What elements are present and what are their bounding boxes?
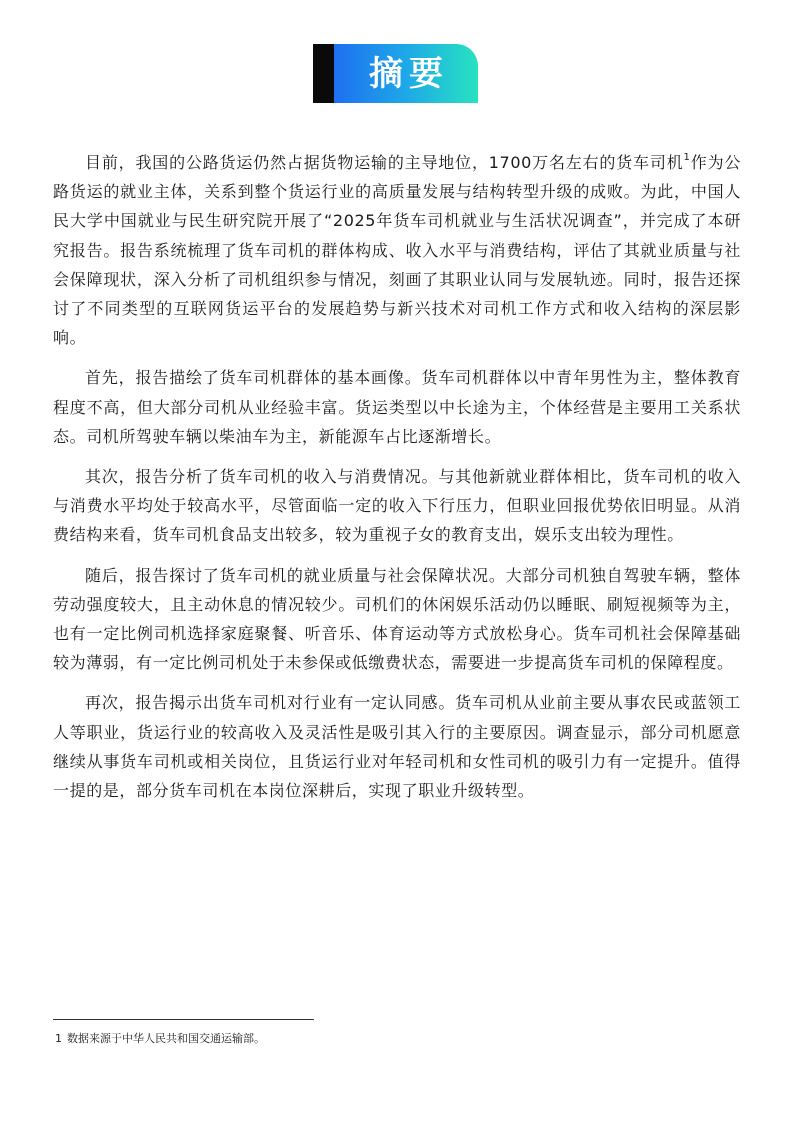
paragraph-4: 随后，报告探讨了货车司机的就业质量与社会保障状况。大部分司机独自驾驶车辆，整体劳动强度较大，且主动休息的情况较少。司机们的休闲娱乐活动仍以睡眠、刷短视频等为主，也有一定比例司机选择家庭聚餐、听音乐、体育运动等方式放松身心。货车司机社会保障基础较为薄弱，有一定比例司机处于未参保或低缴费状态，需要进一步提高货车司机的保障程度。 — [53, 565, 741, 673]
title-accent-bar — [313, 44, 334, 103]
title-gradient-box — [334, 44, 478, 103]
paragraph-1-text: 目前，我国的公路货运仍然占据货物运输的主导地位，1700万名左右的货车司机 — [85, 153, 684, 172]
paragraph-1-text-cont: 作为公路货运的就业主体，关系到整个货运行业的高质量发展与结构转型升级的成败。为此，中国人民大学中国就业与民生研究院开展了“2025年货车司机就业与生活状况调查”，并完成了本研究报告。报告系统梳理了货车司机的群体构成、收入水平与消费结构，评估了其就业质量与社会保障现状，深入分析了司机组织参与情况，刻画了其职业认同与发展轨迹。同时，报告还探讨了不同类型的互联网货运平台的发展趋势与新兴技术对司机工作方式和收入结构的深层影响。 — [53, 153, 741, 348]
section-title-banner — [313, 44, 478, 103]
paragraph-5: 再次，报告揭示出货车司机对行业有一定认同感。货车司机从业前主要从事农民或蓝领工人等职业，货运行业的较高收入及灵活性是吸引其入行的主要原因。调查显示，部分司机愿意继续从事货车司机或相关岗位，且货运行业对年轻司机和女性司机的吸引力有一定提升。值得一提的是，部分货车司机在本岗位深耕后，实现了职业升级转型。 — [53, 693, 741, 801]
footnote-divider — [53, 1019, 314, 1020]
footnote-ref[interactable]: 1 — [683, 152, 691, 163]
page-title: 摘要 — [369, 53, 449, 94]
footnote — [55, 1031, 265, 1047]
abstract-body — [53, 148, 741, 816]
paragraph-3: 其次，报告分析了货车司机的收入与消费情况。与其他新就业群体相比，货车司机的收入与消费水平均处于较高水平，尽管面临一定的收入下行压力，但职业回报优势依旧明显。从消费结构来看，货车司机食品支出较多，较为重视子女的教育支出，娱乐支出较为理性。 — [53, 467, 741, 545]
paragraph-2: 首先，报告描绘了货车司机群体的基本画像。货车司机群体以中青年男性为主，整体教育程度不高，但大部分司机从业经验丰富。货运类型以中长途为主，个体经营是主要用工关系状态。司机所驾驶车辆以柴油车为主，新能源车占比逐渐增长。 — [53, 368, 741, 446]
paragraph-1 — [53, 148, 741, 352]
footnote-number: 1 — [55, 1032, 62, 1045]
footnote-text: 数据来源于中华人民共和国交通运输部。 — [67, 1032, 265, 1045]
